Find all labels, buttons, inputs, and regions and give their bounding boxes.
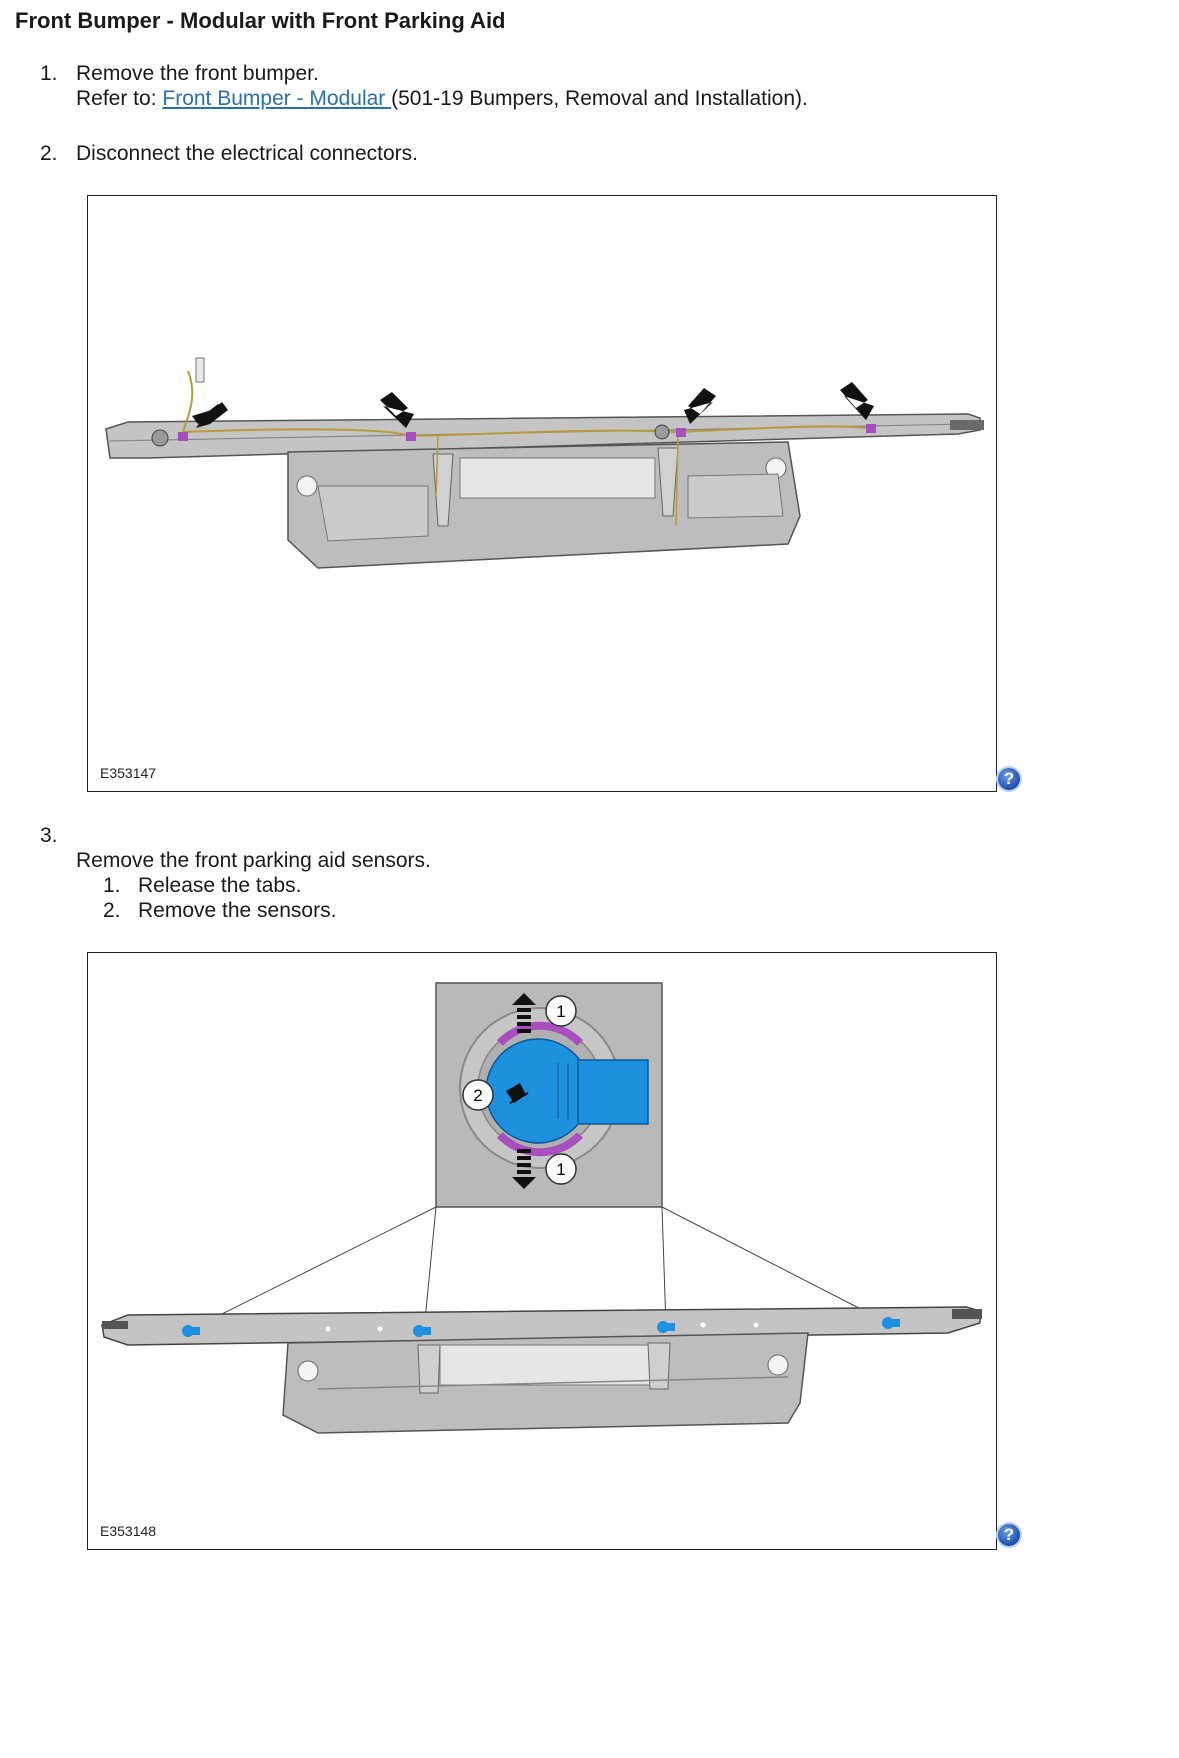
step-3-text: Remove the front parking aid sensors. <box>76 849 431 872</box>
figure-connectors <box>87 195 997 792</box>
step-1-reference <box>76 87 808 111</box>
refer-suffix: (501-19 Bumpers, Removal and Installation). <box>391 87 808 110</box>
sensor-detail <box>486 1039 590 1143</box>
figure-code: E353148 <box>100 1523 157 1539</box>
callout-1-top <box>546 996 576 1026</box>
help-icon[interactable]: ? <box>996 766 1022 792</box>
figure-code: E353147 <box>100 765 157 781</box>
connector-2 <box>406 432 416 441</box>
callout-1-bottom <box>546 1154 576 1184</box>
svg-text:2: 2 <box>473 1086 483 1105</box>
step-3-number: 3. <box>40 824 58 847</box>
refer-prefix: Refer to: <box>76 87 163 110</box>
callout-2 <box>463 1080 493 1110</box>
connector-4 <box>866 424 876 433</box>
help-icon[interactable]: ? <box>996 1522 1022 1548</box>
parking-aid-sensors-illustration <box>88 953 998 1551</box>
substep-2-number: 2. <box>103 899 121 922</box>
page-title: Front Bumper - Modular with Front Parking Aid <box>15 8 506 33</box>
substep-2-text: Remove the sensors. <box>138 899 337 922</box>
step-1-text: Remove the front bumper. <box>76 62 319 85</box>
step-2-number: 2. <box>40 142 58 165</box>
step-2-text: Disconnect the electrical connectors. <box>76 142 418 165</box>
bumper-connectors-illustration <box>88 196 998 793</box>
svg-text:1: 1 <box>556 1002 566 1021</box>
front-bumper-modular-link[interactable]: Front Bumper - Modular <box>162 87 392 110</box>
connector-1 <box>178 432 188 441</box>
substep-1-number: 1. <box>103 874 121 897</box>
figure-sensors <box>87 952 997 1550</box>
step-1-number: 1. <box>40 62 58 85</box>
substep-1-text: Release the tabs. <box>138 874 302 897</box>
arrow-icon <box>840 382 874 420</box>
svg-text:1: 1 <box>556 1160 566 1179</box>
connector-3 <box>676 428 686 437</box>
